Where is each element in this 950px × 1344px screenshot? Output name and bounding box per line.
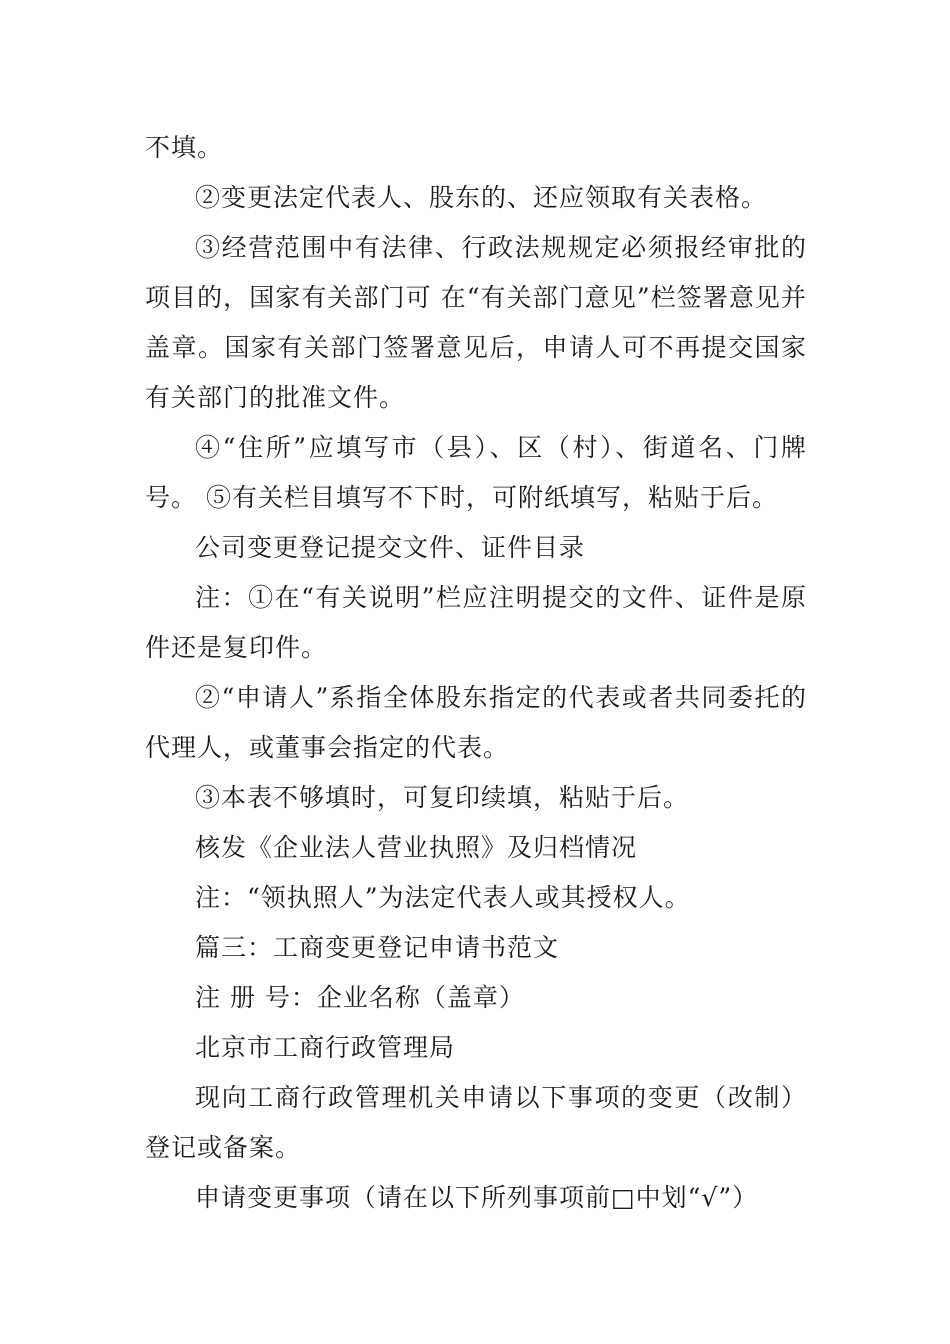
paragraph: ③本表不够填时，可复印续填，粘贴于后。: [195, 783, 690, 812]
paragraph: ③经营范围中有法律、行政法规规定必须报经审批的项目的，国家有关部门可 在“有关部门意见”栏签署意见并盖章。国家有关部门签署意见后，申请人可不再提交国家有关部门的批准文件。: [145, 233, 807, 412]
paragraph: 注：①在“有关说明”栏应注明提交的文件、证件是原件还是复印件。: [145, 583, 807, 662]
paragraph: 注 册 号：企业名称（盖章）: [195, 983, 525, 1012]
paragraph: 核发《企业法人营业执照》及归档情况: [195, 833, 638, 862]
paragraph: 申请变更事项（请在以下所列事项前□中划“√”）: [195, 1183, 759, 1212]
paragraph: 北京市工商行政管理局: [195, 1033, 456, 1062]
paragraph: ②“申请人”系指全体股东指定的代表或者共同委托的代理人，或董事会指定的代表。: [145, 683, 807, 762]
paragraph: 公司变更登记提交文件、证件目录: [195, 533, 586, 562]
section-heading: 篇三：工商变更登记申请书范文: [195, 933, 560, 962]
paragraph: 现向工商行政管理机关申请以下事项的变更（改制）登记或备案。: [145, 1083, 807, 1162]
paragraph: ④“住所”应填写市（县）、区（村）、街道名、门牌号。 ⑤有关栏目填写不下时，可附纸填写，粘贴于后。: [145, 433, 807, 512]
paragraph: ②变更法定代表人、股东的、还应领取有关表格。: [195, 183, 768, 212]
paragraph: 不填。: [145, 133, 224, 162]
document-body: [145, 123, 807, 1223]
paragraph: 注：“领执照人”为法定代表人或其授权人。: [195, 883, 691, 912]
